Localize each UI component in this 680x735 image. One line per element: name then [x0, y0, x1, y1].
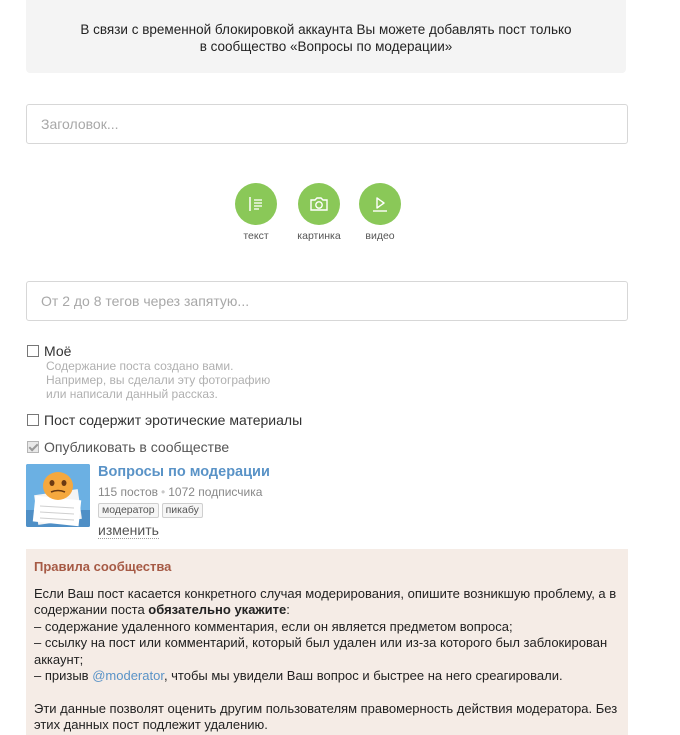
mine-option[interactable] — [27, 343, 71, 359]
community-rules — [26, 549, 628, 735]
erotic-option[interactable] — [27, 412, 302, 428]
community-subscribers-count: 1072 подписчика — [168, 485, 263, 499]
moderator-mention[interactable]: @moderator — [92, 668, 164, 683]
mine-hint-line: Содержание поста создано вами. — [46, 359, 234, 373]
community-posts-count: 115 постов — [98, 485, 159, 499]
add-text-button[interactable] — [221, 183, 291, 242]
text-icon — [235, 183, 277, 225]
video-icon — [359, 183, 401, 225]
account-block-notice — [26, 0, 626, 73]
mine-checkbox[interactable] — [27, 345, 39, 357]
rules-footer: Эти данные позволят оценить другим пользователям правомерность действия модератора. Без этих данных пост подлежит удалению. — [34, 700, 618, 732]
tags-input[interactable] — [26, 281, 628, 321]
notice-line-1: В связи с временной блокировкой аккаунта Вы можете добавлять пост только — [80, 22, 572, 37]
separator-dot: • — [161, 485, 166, 499]
rules-item: – призыв @moderator, чтобы мы увидели Ваш вопрос и быстрее на него среагировали. — [34, 668, 563, 683]
change-community-link[interactable]: изменить — [98, 522, 159, 538]
community-tag[interactable]: пикабу — [162, 503, 203, 518]
community-tag[interactable]: модератор — [98, 503, 159, 518]
notice-line-2: в сообщество «Вопросы по модерации» — [199, 39, 453, 54]
mine-label: Моё — [44, 343, 72, 359]
rules-title: Правила сообщества — [34, 559, 172, 574]
community-avatar[interactable] — [26, 464, 90, 527]
mine-hint — [46, 359, 270, 401]
add-video-button[interactable] — [345, 183, 415, 242]
rules-intro: Если Ваш пост касается конкретного случая модерирования, опишите возникшую проблему, а в содержании поста обязательно укажите: — [34, 585, 617, 617]
add-image-label: картинка — [297, 230, 341, 242]
community-card — [26, 464, 446, 544]
erotic-label: Пост содержит эротические материалы — [44, 412, 303, 428]
rules-item: – ссылку на пост или комментарий, который был удален или из-за которого был заблокирован аккаунт; — [34, 635, 608, 667]
publish-in-community-option[interactable] — [27, 439, 229, 455]
publish-checkbox[interactable] — [27, 441, 39, 453]
post-title-input[interactable] — [26, 104, 628, 144]
community-tags — [98, 503, 203, 518]
community-name-link[interactable]: Вопросы по модерации — [98, 464, 270, 480]
mine-hint-line: Например, вы сделали эту фотографию — [46, 373, 271, 387]
rules-intro-bold: обязательно укажите — [148, 602, 287, 617]
mine-hint-line: или написали данный рассказ. — [46, 387, 218, 401]
publish-label: Опубликовать в сообществе — [44, 439, 230, 455]
community-stats — [98, 485, 262, 499]
rules-item: – содержание удаленного комментария, если он является предметом вопроса; — [34, 618, 513, 634]
add-image-button[interactable] — [284, 183, 354, 242]
add-text-label: текст — [243, 230, 269, 242]
camera-icon — [298, 183, 340, 225]
erotic-checkbox[interactable] — [27, 414, 39, 426]
add-video-label: видео — [365, 230, 395, 242]
